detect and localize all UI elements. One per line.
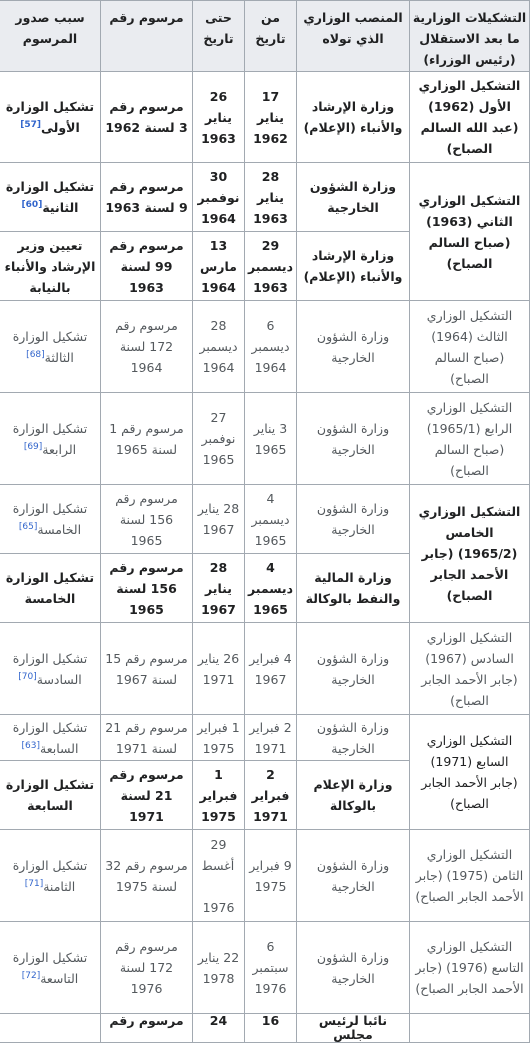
reason-text: تشكيل الوزارة الثالثة <box>12 328 88 365</box>
decree-cell: مرسوم رقم 21 لسنة 1971 <box>101 715 193 761</box>
reference-link[interactable]: [70] <box>18 671 37 682</box>
reference-link[interactable]: [60] <box>21 199 43 210</box>
to-date-cell: 26 يناير 1971 <box>193 623 245 715</box>
from-date-cell: 17 يناير 1962 <box>245 72 297 163</box>
from-date-cell: 2 فبراير 1971 <box>245 715 297 761</box>
position-cell: وزارة الشؤون الخارجية <box>297 922 410 1014</box>
table-row <box>0 301 530 393</box>
header-decree[interactable]: مرسوم رقم <box>101 1 193 72</box>
cabinet-premier: (جابر الأحمد الجابر الصباح) <box>421 775 518 811</box>
decree-cell: مرسوم رقم 3 لسنة 1962 <box>101 72 193 163</box>
reason-text: تشكيل الوزارة الخامسة <box>12 501 88 537</box>
from-date-cell: 16 <box>245 1014 297 1043</box>
position-cell: وزارة الإعلام بالوكالة <box>297 761 410 830</box>
reference-link[interactable]: [65] <box>18 521 38 532</box>
header-position[interactable]: المنصب الوزاري الذي تولاه <box>297 1 410 72</box>
reason-text: تشكيل الوزارة السابعة <box>12 719 88 756</box>
header-cabinet[interactable]: التشكيلات الوزارية ما بعد الاستقلال (رئيس الوزراء) <box>410 1 530 72</box>
to-date-cell: 27 نوفمبر 1965 <box>193 393 245 485</box>
decree-cell: مرسوم رقم 21 لسنة 1971 <box>101 761 193 830</box>
reason-cell <box>0 715 101 761</box>
position-cell: وزارة الشؤون الخارجية <box>297 393 410 485</box>
reference-link[interactable]: [69] <box>23 441 43 452</box>
table-row-partial <box>0 1014 530 1043</box>
cabinet-name: التشكيل الوزاري السابع (1971) <box>426 733 513 769</box>
from-date-cell: 6 سبتمبر 1976 <box>245 922 297 1014</box>
position-cell: وزارة الشؤون الخارجية <box>297 715 410 761</box>
from-date-cell: 3 يناير 1965 <box>245 393 297 485</box>
decree-cell: مرسوم رقم 156 لسنة 1965 <box>101 554 193 623</box>
table-row <box>0 393 530 485</box>
reference-link[interactable]: [71] <box>24 878 44 889</box>
header-to-date[interactable]: حتى تاريخ <box>193 1 245 72</box>
position-cell: وزارة الشؤون الخارجية <box>297 485 410 554</box>
header-from-date[interactable]: من تاريخ <box>245 1 297 72</box>
reason-cell: تشكيل الوزارة السابعة <box>0 761 101 830</box>
decree-cell: مرسوم رقم 9 لسنة 1963 <box>101 163 193 232</box>
reason-cell <box>0 623 101 715</box>
reason-text: تشكيل الوزارة الرابعة <box>12 420 88 457</box>
cabinet-cell: التشكيل الوزاري الأول (1962) (عبد الله السالم الصباح) <box>410 72 530 163</box>
reason-cell: تشكيل الوزارة الخامسة <box>0 554 101 623</box>
from-date-cell: 6 ديسمبر 1964 <box>245 301 297 393</box>
to-date-cell: 24 <box>193 1014 245 1043</box>
position-cell: وزارة الشؤون الخارجية <box>297 301 410 393</box>
cabinet-cell: التشكيل الوزاري الرابع (1965/1) (صباح السالم الصباح) <box>410 393 530 485</box>
to-date-cell: 29 أغسطس 1976 <box>193 830 245 922</box>
to-date-cell: 1 فبراير 1975 <box>193 715 245 761</box>
cabinet-cell: التشكيل الوزاري الثالث (1964) (صباح السالم الصباح) <box>410 301 530 393</box>
cabinet-cell: التشكيل الوزاري السادس (1967) (جابر الأحمد الجابر الصباح) <box>410 623 530 715</box>
from-date-cell: 29 ديسمبر 1963 <box>245 232 297 301</box>
to-date-cell: 28 يناير 1967 <box>193 554 245 623</box>
decree-cell: مرسوم رقم <box>101 1014 193 1043</box>
table-row <box>0 715 530 761</box>
decree-cell: مرسوم رقم 1 لسنة 1965 <box>101 393 193 485</box>
reference-link[interactable]: [72] <box>21 970 41 981</box>
reference-link[interactable]: [57] <box>20 119 42 130</box>
position-cell: وزارة الشؤون الخارجية <box>297 623 410 715</box>
reason-text: تشكيل الوزارة الأولى <box>5 99 95 135</box>
cabinet-cell: التشكيل الوزاري التاسع (1976) (جابر الأحمد الجابر الصباح) <box>410 922 530 1014</box>
decree-cell: مرسوم رقم 172 لسنة 1976 <box>101 922 193 1014</box>
position-cell: نائبا لرئيس مجلس <box>297 1014 410 1043</box>
decree-cell: مرسوم رقم 99 لسنة 1963 <box>101 232 193 301</box>
reason-cell <box>0 485 101 554</box>
to-date-cell: 26 يناير 1963 <box>193 72 245 163</box>
reason-cell <box>0 830 101 922</box>
reason-cell <box>0 72 101 163</box>
reason-text: تشكيل الوزارة التاسعة <box>12 949 88 986</box>
cabinet-cell: التشكيل الوزاري الخامس (1965/2) (جابر الأحمد الجابر الصباح) <box>410 485 530 623</box>
from-date-cell: 2 فبراير 1971 <box>245 761 297 830</box>
position-cell: وزارة الإرشاد والأنباء (الإعلام) <box>297 72 410 163</box>
decree-cell: مرسوم رقم 15 لسنة 1967 <box>101 623 193 715</box>
position-cell: وزارة الشؤون الخارجية <box>297 163 410 232</box>
to-date-cell: 28 يناير 1967 <box>193 485 245 554</box>
position-cell: وزارة الشؤون الخارجية <box>297 830 410 922</box>
decree-cell: مرسوم رقم 156 لسنة 1965 <box>101 485 193 554</box>
table-row <box>0 922 530 1014</box>
reason-cell <box>0 1014 101 1043</box>
from-date-cell: 4 ديسمبر 1965 <box>245 554 297 623</box>
reason-cell <box>0 301 101 393</box>
cabinet-cell <box>410 1014 530 1043</box>
from-date-cell: 28 يناير 1963 <box>245 163 297 232</box>
table-row <box>0 72 530 163</box>
reason-cell <box>0 393 101 485</box>
to-date-cell: 13 مارس 1964 <box>193 232 245 301</box>
cabinet-cell: التشكيل الوزاري الثامن (1975) (جابر الأحمد الجابر الصباح) <box>410 830 530 922</box>
from-date-cell: 9 فبراير 1975 <box>245 830 297 922</box>
from-date-cell: 4 فبراير 1967 <box>245 623 297 715</box>
reason-cell <box>0 163 101 232</box>
table-row <box>0 830 530 922</box>
reason-text: تشكيل الوزارة الثامنة <box>12 857 88 894</box>
table-row <box>0 163 530 232</box>
reason-text: تشكيل الوزارة الثانية <box>5 179 95 215</box>
to-date-cell: 30 نوفمبر 1964 <box>193 163 245 232</box>
position-cell: وزارة المالية والنفط بالوكالة <box>297 554 410 623</box>
decree-cell: مرسوم رقم 32 لسنة 1975 <box>101 830 193 922</box>
to-date-cell: 28 ديسمبر 1964 <box>193 301 245 393</box>
reference-link[interactable]: [68] <box>26 349 45 360</box>
cabinet-cell: التشكيل الوزاري الثاني (1963) (صباح السالم الصباح) <box>410 163 530 301</box>
reason-cell: تعيين وزير الإرشاد والأنباء بالنيابة <box>0 232 101 301</box>
header-row <box>0 1 530 72</box>
reference-link[interactable]: [63] <box>21 740 41 751</box>
position-cell: وزارة الإرشاد والأنباء (الإعلام) <box>297 232 410 301</box>
to-date-cell: 22 يناير 1978 <box>193 922 245 1014</box>
from-date-cell: 4 ديسمبر 1965 <box>245 485 297 554</box>
cabinet-cell <box>410 715 530 830</box>
decree-cell: مرسوم رقم 172 لسنة 1964 <box>101 301 193 393</box>
header-reason[interactable]: سبب صدور المرسوم <box>0 1 101 72</box>
reason-text: تشكيل الوزارة السادسة <box>12 650 88 687</box>
table-row <box>0 485 530 554</box>
reason-cell <box>0 922 101 1014</box>
table-row <box>0 623 530 715</box>
to-date-cell: 1 فبراير 1975 <box>193 761 245 830</box>
